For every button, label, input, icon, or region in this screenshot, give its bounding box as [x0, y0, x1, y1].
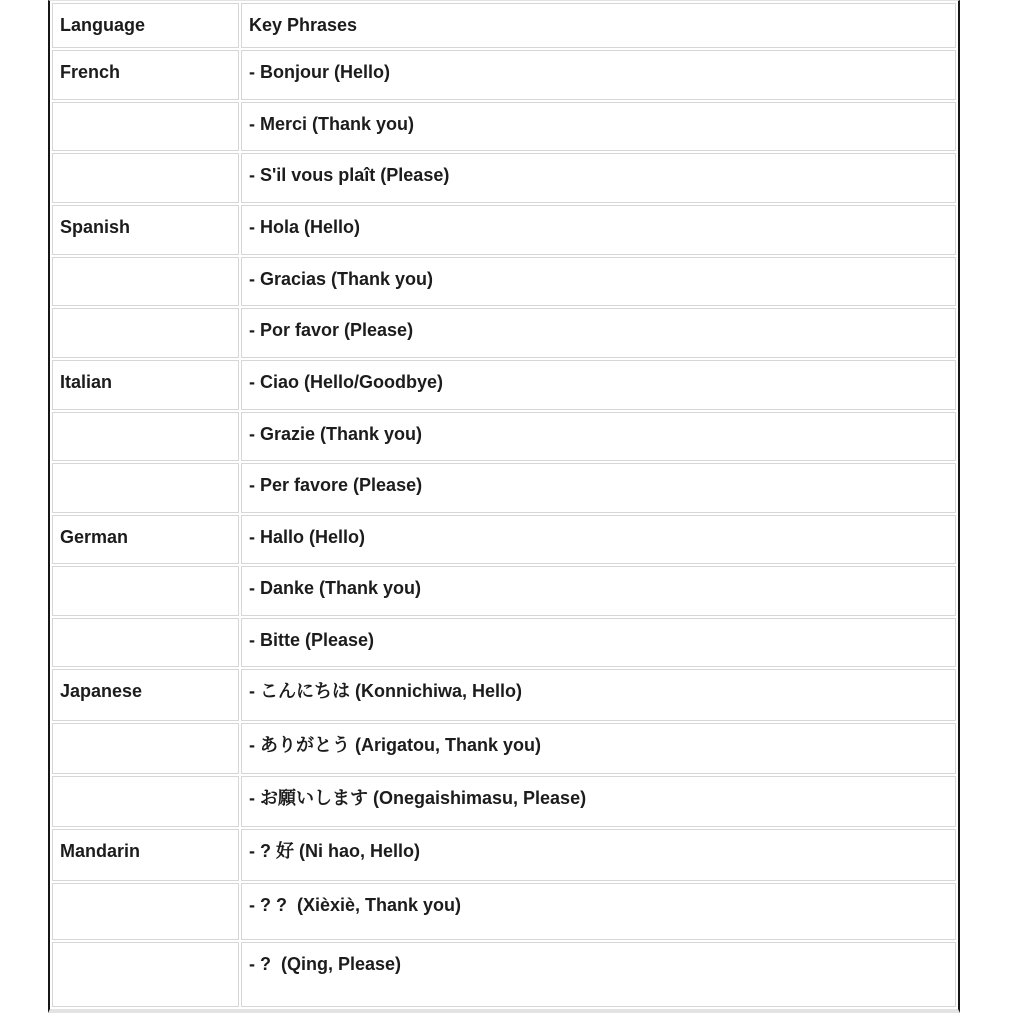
- phrase-cell: - Grazie (Thank you): [241, 412, 956, 461]
- language-cell: [52, 257, 239, 306]
- table-row: [52, 257, 956, 306]
- table-row: [52, 515, 956, 564]
- language-cell: Mandarin: [52, 829, 239, 881]
- phrase-cell: - ? 好 (Ni hao, Hello): [241, 829, 956, 881]
- table-row: [52, 723, 956, 774]
- phrase-cell: - Por favor (Please): [241, 308, 956, 358]
- language-cell: Spanish: [52, 205, 239, 255]
- phrase-cell: - S'il vous plaît (Please): [241, 153, 956, 203]
- language-cell: [52, 463, 239, 513]
- table-row: [52, 883, 956, 940]
- phrase-cell: - ? (Qing, Please): [241, 942, 956, 1007]
- table-row: [52, 829, 956, 881]
- phrase-cell: - こんにちは (Konnichiwa, Hello): [241, 669, 956, 721]
- phrase-cell: - ? ? (Xièxiè, Thank you): [241, 883, 956, 940]
- table-row: [52, 463, 956, 513]
- table-row: [52, 360, 956, 410]
- language-cell: German: [52, 515, 239, 564]
- language-cell: Italian: [52, 360, 239, 410]
- phrase-cell: - お願いします (Onegaishimasu, Please): [241, 776, 956, 827]
- table-row: [52, 50, 956, 100]
- phrase-cell: - Merci (Thank you): [241, 102, 956, 151]
- language-cell: [52, 776, 239, 827]
- phrase-cell: - Gracias (Thank you): [241, 257, 956, 306]
- table-row: [52, 102, 956, 151]
- table-row: [52, 566, 956, 616]
- language-cell: French: [52, 50, 239, 100]
- language-cell: [52, 566, 239, 616]
- language-cell: [52, 942, 239, 1007]
- language-cell: Japanese: [52, 669, 239, 721]
- table-row: [52, 618, 956, 667]
- phrase-cell: - Bonjour (Hello): [241, 50, 956, 100]
- language-cell: [52, 883, 239, 940]
- phrase-cell: - ありがとう (Arigatou, Thank you): [241, 723, 956, 774]
- language-cell: [52, 412, 239, 461]
- phrase-cell: - Danke (Thank you): [241, 566, 956, 616]
- language-cell: [52, 153, 239, 203]
- table-row: [52, 412, 956, 461]
- language-cell: [52, 308, 239, 358]
- phrase-cell: - Ciao (Hello/Goodbye): [241, 360, 956, 410]
- phrase-cell: - Hola (Hello): [241, 205, 956, 255]
- header-row: [52, 3, 956, 48]
- table-row: [52, 776, 956, 827]
- language-cell: [52, 723, 239, 774]
- language-cell: [52, 618, 239, 667]
- phrase-cell: - Bitte (Please): [241, 618, 956, 667]
- table-row: [52, 205, 956, 255]
- phrase-cell: - Hallo (Hello): [241, 515, 956, 564]
- table-row: [52, 308, 956, 358]
- phrases-table: [50, 1, 958, 1009]
- table-row: [52, 153, 956, 203]
- language-cell: [52, 102, 239, 151]
- column-header-key-phrases: Key Phrases: [241, 3, 956, 48]
- table-row: [52, 669, 956, 721]
- phrase-cell: - Per favore (Please): [241, 463, 956, 513]
- column-header-language: Language: [52, 3, 239, 48]
- table-row: [52, 942, 956, 1007]
- language-phrases-table: [48, 0, 960, 1013]
